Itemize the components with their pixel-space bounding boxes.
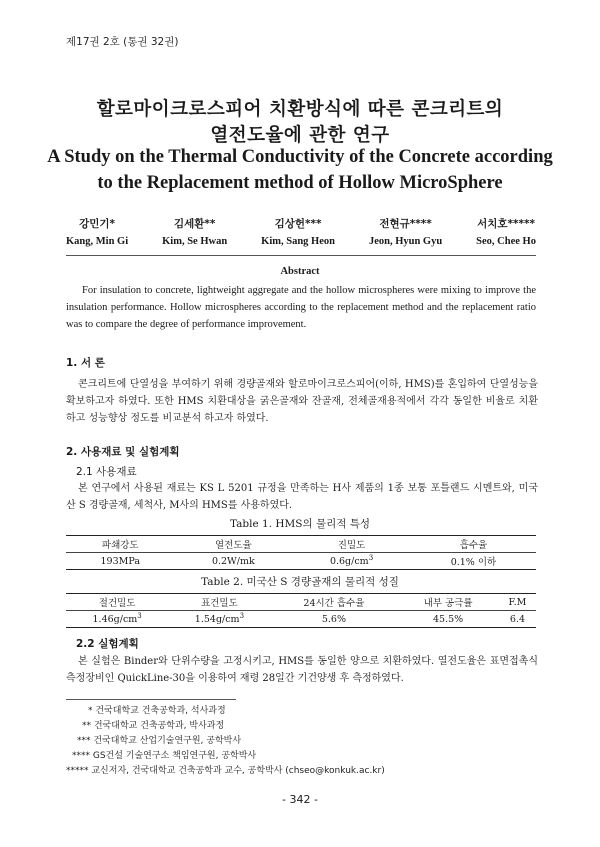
author-name-korean: 서치호***** [477,218,536,230]
title-korean-line-1: 할로마이크로스피어 치환방식에 따른 콘크리트의 [96,99,504,120]
table-header-cell: 절건밀도 [66,594,168,611]
footnote: * 건국대학교 건축공학과, 석사과정 [88,706,226,716]
title-english-line-1: A Study on the Thermal Conductivity of the Concrete according [47,147,553,167]
author [66,216,128,247]
footnote: ***** 교신저자, 건국대학교 건축공학과 교수, 공학박사 (chseo@konkuk.ac.kr) [66,766,385,776]
author-name-korean: 강민기* [79,218,116,230]
table-2-caption: Table 2. 미국산 S 경량골재의 물리적 성질 [201,576,399,588]
table-header-row [66,536,536,553]
author [162,216,227,247]
table-cell [168,611,270,628]
table-header-cell: 24시간 흡수율 [271,594,398,611]
unit-superscript: 3 [137,612,142,621]
table-header-row [66,594,536,611]
table-header-cell: 열전도율 [175,536,293,553]
table-header-cell: 진밀도 [292,536,411,553]
author-list [66,216,536,247]
table-cell-value: 1.54g/cm [194,614,240,626]
footnote-divider [66,699,236,700]
abstract-body: For insulation to concrete, lightweight aggregate and the hollow microspheres were mixing to improve the insulation performance. Hollow microspheres according to the replacement method and the replacement ratio was to compare the degree of performance improvement. [66,285,536,330]
subsection-2-2-body: 본 실험은 Binder와 단위수량을 고정시키고, HMS를 동일한 양으로 치환하였다. 열전도율은 표면접촉식 측정장비인 QuickLine-30을 이용하여 재령 28일간 기건양생 후 측정하였다. [66,656,538,684]
author-name-korean: 전현규**** [379,218,432,230]
table-cell: 193MPa [66,553,175,570]
subsection-2-1-heading: 2.1 사용재료 [76,466,137,478]
author-name-english: Kim, Sang Heon [261,236,335,247]
table-header-cell: 표건밀도 [168,594,270,611]
table-cell [66,611,168,628]
author [369,216,442,247]
table-cell [292,553,411,570]
footnote: ** 건국대학교 건축공학과, 박사과정 [82,721,225,731]
journal-header: 제17권 2호 (통권 32권) [66,36,179,48]
author-name-english: Jeon, Hyun Gyu [368,236,443,247]
table-1 [66,535,536,570]
author [261,216,335,247]
page-number: - 342 - [282,793,318,806]
table-cell: 6.4 [499,611,536,628]
author-name-english: Kim, Se Hwan [162,236,228,247]
title-korean-line-2: 열전도율에 관한 연구 [210,125,390,146]
table-cell: 0.2W/mk [175,553,293,570]
table-header-cell: 파쇄강도 [66,536,175,553]
unit-superscript: 3 [368,554,374,563]
table-row [66,611,536,628]
table-cell-value: 0.6g/cm [329,556,369,568]
author-name-korean: 김상헌*** [274,218,322,230]
table-cell: 5.6% [271,611,398,628]
section-1-heading: 1. 서 론 [66,357,105,369]
subsection-2-2-heading: 2.2 실험계획 [76,638,139,650]
section-1-body: 콘크리트에 단열성을 부여하기 위해 경량골재와 할로마이크로스피어(이하, HMS)를 혼입하여 단열성능을 확보하고자 하였다. 또한 HMS 치환대상을 굵은골재와 잔골재, 전체골재용적에서 각각 동일한 비율로 치환하고 성능향상 정도를 비교분석 하고자 하였다. [66,379,538,424]
table-cell-value: 1.46g/cm [92,614,138,626]
section-2-heading: 2. 사용재료 및 실험계획 [66,446,180,458]
table-cell: 45.5% [397,611,499,628]
abstract-title: Abstract [280,266,320,277]
table-1-caption: Table 1. HMS의 물리적 특성 [229,518,371,530]
title-english-line-2: to the Replacement method of Hollow MicroSphere [97,173,503,193]
table-2 [66,593,536,628]
divider [66,255,536,256]
table-header-cell: F.M [499,594,536,611]
footnote: **** GS건설 기술연구소 책임연구원, 공학박사 [72,751,257,761]
unit-superscript: 3 [239,612,245,621]
author [476,216,536,247]
table-row [66,553,536,570]
table-header-cell: 내부 공극률 [397,594,499,611]
table-header-cell: 흡수율 [411,536,536,553]
footnote: *** 건국대학교 산업기술연구원, 공학박사 [77,736,242,746]
subsection-2-1-body: 본 연구에서 사용된 재료는 KS L 5201 규정을 만족하는 H사 제품의 1종 보통 포틀랜드 시멘트와, 미국산 S 경량골재, 세척사, M사의 HMS를 사용하였다. [66,483,538,511]
table-cell: 0.1% 이하 [411,553,536,570]
author-name-english: Seo, Chee Ho [476,236,536,247]
author-name-english: Kang, Min Gi [66,236,129,247]
author-name-korean: 김세환** [173,218,216,230]
